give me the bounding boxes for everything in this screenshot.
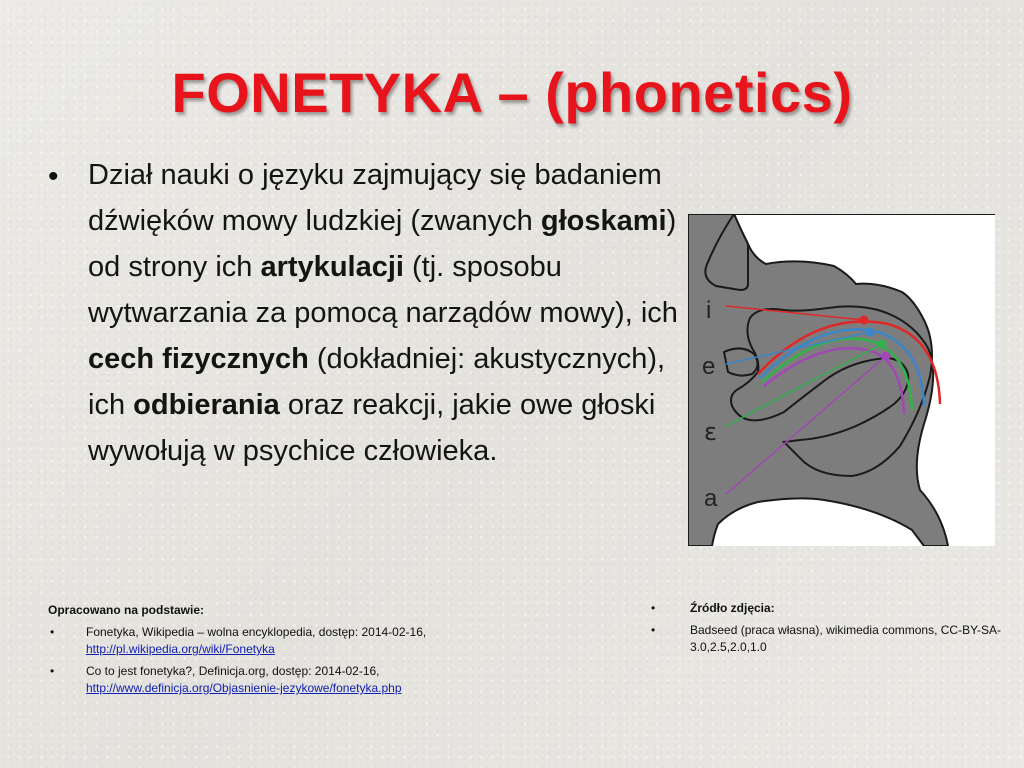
vowel-label-epsilon: ɛ [704,418,717,446]
bullet-icon: • [50,664,55,678]
definition-text-part: ) od strony ich [88,205,677,283]
vowel-label-i: i [706,297,712,324]
image-credit-section [648,600,1008,661]
term-artykulacji: artykulacji [260,251,404,283]
term-cech-fizycznych: cech fizycznych [88,343,309,375]
point-e [866,328,875,337]
main-definition-text [88,152,688,474]
source-item [48,624,608,658]
credit-heading: Źródło zdjęcia: [690,601,775,615]
term-gloski: głoskami [540,205,667,237]
definition-text-part: (tj. sposobu wytwarzania za pomocą narządów mowy), ich [88,251,678,329]
bullet-icon: • [651,623,656,637]
credit-heading-item [648,600,1008,617]
definition-text-part: Dział nauki o języku zajmujący się badaniem dźwięków mowy ludzkiej (zwanych [88,159,662,237]
source-link-wikipedia[interactable]: http://pl.wikipedia.org/wiki/Fonetyka [86,642,275,656]
definition-text-part: (dokładniej: akustycznych), ich [88,343,666,421]
vowel-label-e: e [702,353,716,380]
bullet-icon: • [651,601,656,615]
sources-section [48,602,608,702]
lips-shape [724,348,758,375]
point-i [860,316,869,325]
point-a [882,352,891,361]
slide-title: FONETYKA – (phonetics) [171,61,853,124]
credit-text-item [648,622,1008,656]
source-link-definicja[interactable]: http://www.definicja.org/Objasnienie-jezykowe/fonetyka.php [86,681,402,695]
vowel-label-a: a [704,485,718,512]
sources-heading: Opracowano na podstawie: [48,603,205,617]
bullet-icon: • [48,160,59,193]
term-odbierania: odbierania [133,389,280,421]
vowel-articulation-illustration [688,214,995,546]
bullet-icon: • [50,625,55,639]
source-description: Co to jest fonetyka?, Definicja.org, dostęp: 2014-02-16, [86,664,380,678]
source-description: Fonetyka, Wikipedia – wolna encyklopedia, dostęp: 2014-02-16, [86,625,427,639]
vocal-tract-diagram [688,214,995,546]
definition-text-part: oraz reakcji, jakie owe głoski wywołują w psychice człowieka. [88,389,656,467]
point-epsilon [878,340,887,349]
credit-text: Badseed (praca własna), wikimedia commons, CC-BY-SA-3.0,2.5,2.0,1.0 [690,623,1002,654]
source-item [48,663,608,697]
